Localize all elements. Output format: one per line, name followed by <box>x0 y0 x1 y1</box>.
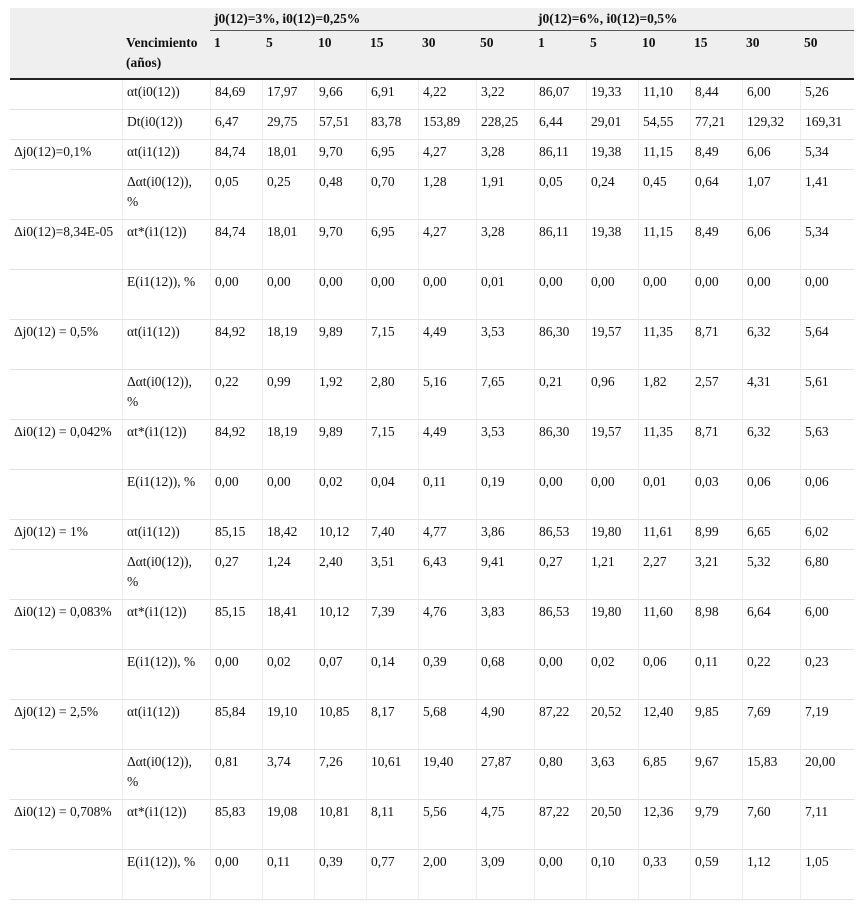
value-cell: 169,31 <box>800 110 854 140</box>
table-body <box>10 80 854 900</box>
header-spacer <box>122 8 210 31</box>
value-cell: 84,69 <box>210 80 262 110</box>
value-cell: 87,22 <box>534 800 586 850</box>
value-cell: 0,01 <box>476 270 534 320</box>
table-row <box>10 420 854 470</box>
value-cell: 0,23 <box>800 650 854 700</box>
value-cell: 6,47 <box>210 110 262 140</box>
value-cell: 1,07 <box>742 170 800 220</box>
value-cell: 5,61 <box>800 370 854 420</box>
measure-cell: αt(i1(12)) <box>122 520 210 550</box>
value-cell: 6,91 <box>366 80 418 110</box>
value-cell: 6,00 <box>742 80 800 110</box>
value-cell: 0,00 <box>534 470 586 520</box>
value-cell: 0,00 <box>534 270 586 320</box>
value-cell: 3,09 <box>476 850 534 900</box>
value-cell: 0,25 <box>262 170 314 220</box>
year-header: 50 <box>800 31 854 80</box>
value-cell: 86,53 <box>534 520 586 550</box>
value-cell: 84,74 <box>210 140 262 170</box>
value-cell: 8,71 <box>690 420 742 470</box>
value-cell: 0,19 <box>476 470 534 520</box>
maturity-label: Vencimiento (años) <box>122 31 210 80</box>
scenario-cell <box>10 370 122 420</box>
value-cell: 0,70 <box>366 170 418 220</box>
year-header: 50 <box>476 31 534 80</box>
value-cell: 0,00 <box>210 470 262 520</box>
table-row <box>10 370 854 420</box>
table-row <box>10 170 854 220</box>
value-cell: 0,64 <box>690 170 742 220</box>
value-cell: 0,11 <box>262 850 314 900</box>
table-row <box>10 220 854 270</box>
value-cell: 8,17 <box>366 700 418 750</box>
value-cell: 12,36 <box>638 800 690 850</box>
value-cell: 4,22 <box>418 80 476 110</box>
value-cell: 0,00 <box>210 850 262 900</box>
year-header: 5 <box>586 31 638 80</box>
value-cell: 0,00 <box>742 270 800 320</box>
value-cell: 0,48 <box>314 170 366 220</box>
value-cell: 7,11 <box>800 800 854 850</box>
scenario-cell: Δj0(12) = 1% <box>10 520 122 550</box>
value-cell: 11,15 <box>638 140 690 170</box>
value-cell: 6,00 <box>800 600 854 650</box>
value-cell: 9,70 <box>314 140 366 170</box>
value-cell: 4,49 <box>418 420 476 470</box>
value-cell: 3,22 <box>476 80 534 110</box>
value-cell: 0,22 <box>210 370 262 420</box>
value-cell: 3,21 <box>690 550 742 600</box>
value-cell: 6,95 <box>366 140 418 170</box>
scenario-cell <box>10 850 122 900</box>
value-cell: 0,05 <box>210 170 262 220</box>
value-cell: 85,83 <box>210 800 262 850</box>
value-cell: 0,06 <box>742 470 800 520</box>
value-cell: 2,57 <box>690 370 742 420</box>
scenario-cell: Δi0(12) = 0,708% <box>10 800 122 850</box>
value-cell: 15,83 <box>742 750 800 800</box>
year-header: 10 <box>314 31 366 80</box>
value-cell: 5,63 <box>800 420 854 470</box>
value-cell: 0,21 <box>534 370 586 420</box>
scenario-cell <box>10 170 122 220</box>
value-cell: 86,07 <box>534 80 586 110</box>
value-cell: 86,11 <box>534 140 586 170</box>
value-cell: 6,43 <box>418 550 476 600</box>
value-cell: 4,27 <box>418 140 476 170</box>
measure-cell: Δαt(i0(12)), % <box>122 750 210 800</box>
value-cell: 11,60 <box>638 600 690 650</box>
table-row <box>10 520 854 550</box>
value-cell: 0,05 <box>534 170 586 220</box>
value-cell: 0,02 <box>262 650 314 700</box>
value-cell: 18,41 <box>262 600 314 650</box>
value-cell: 3,28 <box>476 140 534 170</box>
value-cell: 0,00 <box>366 270 418 320</box>
value-cell: 20,00 <box>800 750 854 800</box>
table-row <box>10 80 854 110</box>
value-cell: 0,11 <box>418 470 476 520</box>
value-cell: 10,12 <box>314 520 366 550</box>
value-cell: 0,39 <box>314 850 366 900</box>
value-cell: 83,78 <box>366 110 418 140</box>
value-cell: 29,01 <box>586 110 638 140</box>
value-cell: 87,22 <box>534 700 586 750</box>
value-cell: 19,57 <box>586 420 638 470</box>
value-cell: 10,81 <box>314 800 366 850</box>
value-cell: 1,24 <box>262 550 314 600</box>
value-cell: 8,71 <box>690 320 742 370</box>
value-cell: 8,49 <box>690 220 742 270</box>
value-cell: 0,03 <box>690 470 742 520</box>
value-cell: 1,21 <box>586 550 638 600</box>
value-cell: 5,34 <box>800 140 854 170</box>
value-cell: 5,26 <box>800 80 854 110</box>
group-header-1: j0(12)=3%, i0(12)=0,25% <box>210 8 534 31</box>
value-cell: 11,61 <box>638 520 690 550</box>
value-cell: 19,38 <box>586 140 638 170</box>
measure-cell: αt*(i1(12)) <box>122 420 210 470</box>
value-cell: 20,52 <box>586 700 638 750</box>
value-cell: 0,00 <box>534 850 586 900</box>
value-cell: 85,15 <box>210 600 262 650</box>
sensitivity-table <box>10 8 854 900</box>
year-header: 30 <box>418 31 476 80</box>
value-cell: 20,50 <box>586 800 638 850</box>
value-cell: 18,42 <box>262 520 314 550</box>
value-cell: 9,89 <box>314 420 366 470</box>
value-cell: 3,83 <box>476 600 534 650</box>
value-cell: 4,90 <box>476 700 534 750</box>
value-cell: 0,24 <box>586 170 638 220</box>
value-cell: 29,75 <box>262 110 314 140</box>
value-cell: 6,06 <box>742 220 800 270</box>
value-cell: 4,76 <box>418 600 476 650</box>
measure-cell: αt(i0(12)) <box>122 80 210 110</box>
value-cell: 5,64 <box>800 320 854 370</box>
value-cell: 7,15 <box>366 420 418 470</box>
value-cell: 17,97 <box>262 80 314 110</box>
value-cell: 0,00 <box>586 470 638 520</box>
value-cell: 0,02 <box>314 470 366 520</box>
value-cell: 4,49 <box>418 320 476 370</box>
value-cell: 0,00 <box>210 650 262 700</box>
value-cell: 0,00 <box>262 270 314 320</box>
value-cell: 7,15 <box>366 320 418 370</box>
table-row <box>10 470 854 520</box>
value-cell: 0,80 <box>534 750 586 800</box>
value-cell: 0,02 <box>586 650 638 700</box>
value-cell: 0,22 <box>742 650 800 700</box>
value-cell: 0,01 <box>638 470 690 520</box>
value-cell: 6,06 <box>742 140 800 170</box>
year-header: 1 <box>210 31 262 80</box>
scenario-cell <box>10 80 122 110</box>
value-cell: 18,19 <box>262 320 314 370</box>
value-cell: 19,38 <box>586 220 638 270</box>
value-cell: 12,40 <box>638 700 690 750</box>
measure-cell: E(i1(12)), % <box>122 270 210 320</box>
value-cell: 54,55 <box>638 110 690 140</box>
value-cell: 7,40 <box>366 520 418 550</box>
value-cell: 11,10 <box>638 80 690 110</box>
value-cell: 10,85 <box>314 700 366 750</box>
value-cell: 5,16 <box>418 370 476 420</box>
value-cell: 6,85 <box>638 750 690 800</box>
value-cell: 0,59 <box>690 850 742 900</box>
value-cell: 9,85 <box>690 700 742 750</box>
value-cell: 18,19 <box>262 420 314 470</box>
table-row <box>10 650 854 700</box>
value-cell: 9,79 <box>690 800 742 850</box>
value-cell: 19,57 <box>586 320 638 370</box>
value-cell: 0,06 <box>800 470 854 520</box>
value-cell: 9,67 <box>690 750 742 800</box>
value-cell: 3,74 <box>262 750 314 800</box>
value-cell: 129,32 <box>742 110 800 140</box>
value-cell: 4,75 <box>476 800 534 850</box>
value-cell: 6,32 <box>742 320 800 370</box>
measure-cell: αt*(i1(12)) <box>122 220 210 270</box>
value-cell: 3,63 <box>586 750 638 800</box>
value-cell: 19,33 <box>586 80 638 110</box>
value-cell: 84,92 <box>210 420 262 470</box>
year-header: 15 <box>690 31 742 80</box>
value-cell: 0,00 <box>586 270 638 320</box>
table-row <box>10 700 854 750</box>
value-cell: 0,00 <box>800 270 854 320</box>
value-cell: 6,65 <box>742 520 800 550</box>
value-cell: 2,80 <box>366 370 418 420</box>
value-cell: 9,66 <box>314 80 366 110</box>
value-cell: 19,80 <box>586 520 638 550</box>
value-cell: 7,39 <box>366 600 418 650</box>
table-row <box>10 320 854 370</box>
value-cell: 84,74 <box>210 220 262 270</box>
value-cell: 8,98 <box>690 600 742 650</box>
value-cell: 0,00 <box>638 270 690 320</box>
value-cell: 6,32 <box>742 420 800 470</box>
measure-cell: αt(i1(12)) <box>122 700 210 750</box>
value-cell: 1,41 <box>800 170 854 220</box>
measure-cell: Δαt(i0(12)), % <box>122 170 210 220</box>
measure-cell: αt*(i1(12)) <box>122 800 210 850</box>
scenario-cell: Δj0(12) = 0,5% <box>10 320 122 370</box>
value-cell: 0,00 <box>210 270 262 320</box>
value-cell: 7,65 <box>476 370 534 420</box>
value-cell: 0,00 <box>690 270 742 320</box>
value-cell: 9,70 <box>314 220 366 270</box>
table-row <box>10 600 854 650</box>
value-cell: 1,12 <box>742 850 800 900</box>
value-cell: 0,14 <box>366 650 418 700</box>
value-cell: 0,04 <box>366 470 418 520</box>
value-cell: 10,12 <box>314 600 366 650</box>
value-cell: 0,11 <box>690 650 742 700</box>
value-cell: 85,15 <box>210 520 262 550</box>
value-cell: 0,27 <box>210 550 262 600</box>
scenario-cell <box>10 750 122 800</box>
scenario-cell: Δi0(12)=8,34E-05 <box>10 220 122 270</box>
table-row <box>10 550 854 600</box>
table-row <box>10 140 854 170</box>
scenario-cell <box>10 550 122 600</box>
value-cell: 7,19 <box>800 700 854 750</box>
measure-cell: Dt(i0(12)) <box>122 110 210 140</box>
value-cell: 11,35 <box>638 320 690 370</box>
value-cell: 10,61 <box>366 750 418 800</box>
year-header: 30 <box>742 31 800 80</box>
value-cell: 8,99 <box>690 520 742 550</box>
value-cell: 7,26 <box>314 750 366 800</box>
year-header: 15 <box>366 31 418 80</box>
value-cell: 0,45 <box>638 170 690 220</box>
value-cell: 9,89 <box>314 320 366 370</box>
value-cell: 6,95 <box>366 220 418 270</box>
value-cell: 8,11 <box>366 800 418 850</box>
measure-cell: Δαt(i0(12)), % <box>122 370 210 420</box>
value-cell: 3,53 <box>476 320 534 370</box>
value-cell: 9,41 <box>476 550 534 600</box>
value-cell: 1,82 <box>638 370 690 420</box>
value-cell: 86,30 <box>534 320 586 370</box>
scenario-cell <box>10 650 122 700</box>
value-cell: 85,84 <box>210 700 262 750</box>
year-header: 1 <box>534 31 586 80</box>
table-row <box>10 850 854 900</box>
scenario-cell: Δj0(12)=0,1% <box>10 140 122 170</box>
table-row <box>10 750 854 800</box>
year-header: 10 <box>638 31 690 80</box>
value-cell: 0,96 <box>586 370 638 420</box>
value-cell: 1,05 <box>800 850 854 900</box>
measure-cell: αt(i1(12)) <box>122 320 210 370</box>
table-header <box>10 8 854 80</box>
scenario-cell <box>10 470 122 520</box>
value-cell: 1,92 <box>314 370 366 420</box>
header-blank-cell <box>10 8 122 80</box>
value-cell: 0,81 <box>210 750 262 800</box>
measure-cell: αt*(i1(12)) <box>122 600 210 650</box>
value-cell: 0,33 <box>638 850 690 900</box>
table-row <box>10 110 854 140</box>
value-cell: 19,40 <box>418 750 476 800</box>
measure-cell: Δαt(i0(12)), % <box>122 550 210 600</box>
value-cell: 0,77 <box>366 850 418 900</box>
value-cell: 86,11 <box>534 220 586 270</box>
value-cell: 0,00 <box>314 270 366 320</box>
value-cell: 3,53 <box>476 420 534 470</box>
value-cell: 8,49 <box>690 140 742 170</box>
measure-cell: E(i1(12)), % <box>122 650 210 700</box>
measure-cell: E(i1(12)), % <box>122 850 210 900</box>
value-cell: 84,92 <box>210 320 262 370</box>
value-cell: 0,68 <box>476 650 534 700</box>
value-cell: 27,87 <box>476 750 534 800</box>
value-cell: 0,07 <box>314 650 366 700</box>
value-cell: 0,00 <box>418 270 476 320</box>
value-cell: 0,10 <box>586 850 638 900</box>
value-cell: 7,69 <box>742 700 800 750</box>
value-cell: 153,89 <box>418 110 476 140</box>
value-cell: 19,10 <box>262 700 314 750</box>
value-cell: 3,28 <box>476 220 534 270</box>
value-cell: 8,44 <box>690 80 742 110</box>
value-cell: 2,00 <box>418 850 476 900</box>
value-cell: 3,51 <box>366 550 418 600</box>
value-cell: 5,56 <box>418 800 476 850</box>
value-cell: 0,00 <box>534 650 586 700</box>
value-cell: 0,99 <box>262 370 314 420</box>
value-cell: 5,34 <box>800 220 854 270</box>
value-cell: 0,39 <box>418 650 476 700</box>
value-cell: 5,68 <box>418 700 476 750</box>
value-cell: 19,80 <box>586 600 638 650</box>
value-cell: 4,77 <box>418 520 476 550</box>
value-cell: 7,60 <box>742 800 800 850</box>
table-row <box>10 800 854 850</box>
value-cell: 0,06 <box>638 650 690 700</box>
value-cell: 57,51 <box>314 110 366 140</box>
value-cell: 6,80 <box>800 550 854 600</box>
value-cell: 0,27 <box>534 550 586 600</box>
group-header-2: j0(12)=6%, i0(12)=0,5% <box>534 8 854 31</box>
value-cell: 4,31 <box>742 370 800 420</box>
value-cell: 11,35 <box>638 420 690 470</box>
value-cell: 5,32 <box>742 550 800 600</box>
scenario-cell <box>10 270 122 320</box>
value-cell: 18,01 <box>262 140 314 170</box>
scenario-cell: Δj0(12) = 2,5% <box>10 700 122 750</box>
value-cell: 228,25 <box>476 110 534 140</box>
value-cell: 4,27 <box>418 220 476 270</box>
value-cell: 86,53 <box>534 600 586 650</box>
table-row <box>10 270 854 320</box>
value-cell: 6,64 <box>742 600 800 650</box>
value-cell: 0,00 <box>262 470 314 520</box>
measure-cell: E(i1(12)), % <box>122 470 210 520</box>
value-cell: 6,44 <box>534 110 586 140</box>
value-cell: 1,91 <box>476 170 534 220</box>
value-cell: 3,86 <box>476 520 534 550</box>
value-cell: 1,28 <box>418 170 476 220</box>
scenario-cell: Δi0(12) = 0,042% <box>10 420 122 470</box>
value-cell: 18,01 <box>262 220 314 270</box>
value-cell: 6,02 <box>800 520 854 550</box>
value-cell: 11,15 <box>638 220 690 270</box>
year-header: 5 <box>262 31 314 80</box>
value-cell: 77,21 <box>690 110 742 140</box>
scenario-cell <box>10 110 122 140</box>
measure-cell: αt(i1(12)) <box>122 140 210 170</box>
value-cell: 2,40 <box>314 550 366 600</box>
value-cell: 86,30 <box>534 420 586 470</box>
value-cell: 2,27 <box>638 550 690 600</box>
value-cell: 19,08 <box>262 800 314 850</box>
scenario-cell: Δi0(12) = 0,083% <box>10 600 122 650</box>
